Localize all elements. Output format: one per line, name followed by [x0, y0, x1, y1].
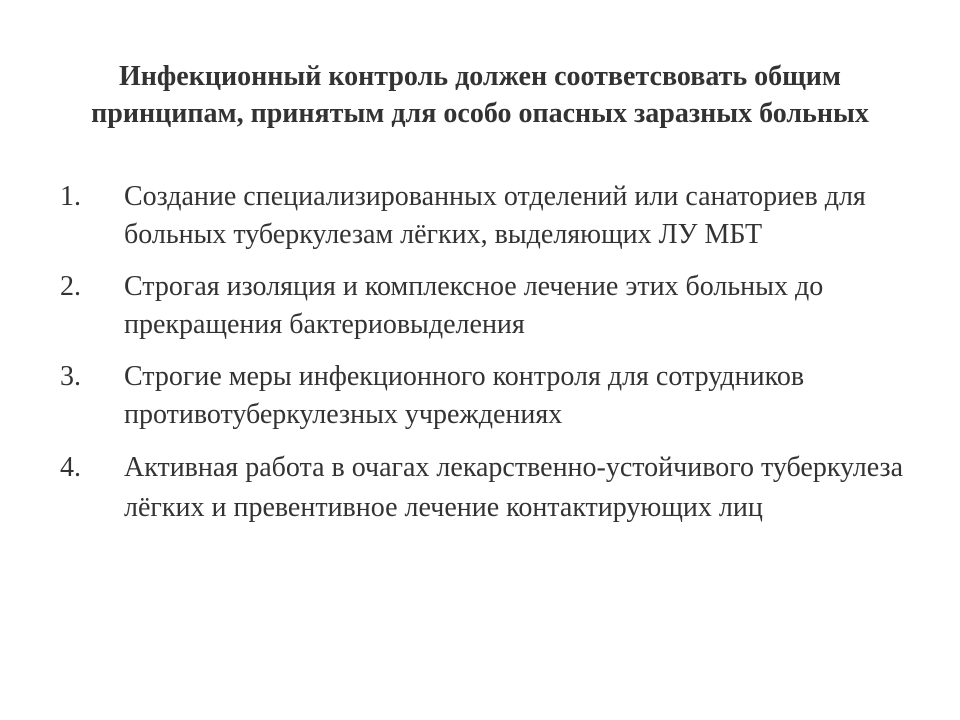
list-item	[60, 268, 910, 344]
list-item-text: Активная работа в очагах лекарственно-устойчивого туберкулеза лёгких и превентивное лечение контактирующих лиц	[124, 452, 904, 523]
list-item	[60, 448, 910, 528]
list-item-text: Строгая изоляция и комплексное лечение этих больных до прекращения бактериовыделения	[124, 271, 824, 340]
list-item-text: Строгие меры инфекционного контроля для сотрудников противотуберкулезных учреждениях	[124, 361, 805, 430]
slide-title: Инфекционный контроль должен соответсвовать общим принципам, принятым для особо опасных заразных больных	[91, 61, 869, 129]
numbered-list	[60, 178, 910, 542]
list-item-text: Создание специализированных отделений или санаториев для больных туберкулезам лёгких, выделяющих ЛУ МБТ	[124, 181, 866, 250]
list-item	[60, 358, 910, 434]
list-item-number: 2.	[60, 271, 81, 302]
list-item-number: 1.	[60, 181, 81, 212]
list-item-number: 3.	[60, 361, 81, 392]
list-item-number: 4.	[60, 452, 81, 483]
list-item	[60, 178, 910, 254]
